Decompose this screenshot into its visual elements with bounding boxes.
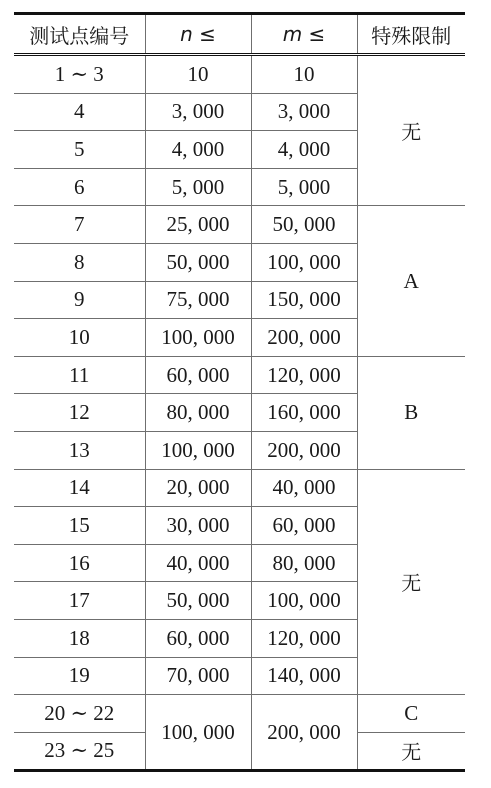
cell-test-id: 6 <box>14 168 145 206</box>
header-n-var: n <box>180 22 193 46</box>
header-n <box>145 14 251 55</box>
cell-n: 3, 000 <box>145 93 251 131</box>
cell-n: 50, 000 <box>145 582 251 620</box>
cell-m: 40, 000 <box>251 469 357 507</box>
cell-m: 5, 000 <box>251 168 357 206</box>
table-row <box>14 55 465 94</box>
cell-n: 25, 000 <box>145 206 251 244</box>
cell-test-id: 5 <box>14 131 145 169</box>
cell-test-id: 15 <box>14 507 145 545</box>
cell-test-id: 16 <box>14 544 145 582</box>
cell-test-id: 1 ∼ 3 <box>14 55 145 94</box>
cell-n: 60, 000 <box>145 356 251 394</box>
cell-m: 60, 000 <box>251 507 357 545</box>
header-m <box>251 14 357 55</box>
cell-m: 120, 000 <box>251 619 357 657</box>
cell-m: 200, 000 <box>251 431 357 469</box>
cell-test-id: 11 <box>14 356 145 394</box>
header-row <box>14 14 465 55</box>
cell-n: 60, 000 <box>145 619 251 657</box>
cell-m: 150, 000 <box>251 281 357 319</box>
header-m-var: m <box>282 22 303 46</box>
cell-n: 5, 000 <box>145 168 251 206</box>
cell-limit-group-6: 无 <box>357 732 465 771</box>
cell-m: 100, 000 <box>251 582 357 620</box>
cell-test-id: 9 <box>14 281 145 319</box>
table-row <box>14 206 465 244</box>
header-n-le: ≤ <box>199 22 216 46</box>
cell-test-id: 10 <box>14 319 145 357</box>
cell-limit-group-2: A <box>357 206 465 356</box>
cell-n: 50, 000 <box>145 243 251 281</box>
cell-n: 30, 000 <box>145 507 251 545</box>
cell-m: 4, 000 <box>251 131 357 169</box>
cell-test-id: 20 ∼ 22 <box>14 695 145 733</box>
cell-m: 140, 000 <box>251 657 357 695</box>
cell-n: 40, 000 <box>145 544 251 582</box>
cell-n: 20, 000 <box>145 469 251 507</box>
cell-limit-group-4: 无 <box>357 469 465 695</box>
cell-test-id: 17 <box>14 582 145 620</box>
cell-n: 100, 000 <box>145 319 251 357</box>
cell-test-id: 12 <box>14 394 145 432</box>
cell-n: 70, 000 <box>145 657 251 695</box>
cell-m: 10 <box>251 55 357 94</box>
cell-limit-group-1: 无 <box>357 55 465 206</box>
cell-test-id: 18 <box>14 619 145 657</box>
cell-m: 100, 000 <box>251 243 357 281</box>
header-limit: 特殊限制 <box>357 14 465 55</box>
cell-n: 80, 000 <box>145 394 251 432</box>
cell-m: 3, 000 <box>251 93 357 131</box>
cell-m-merged: 200, 000 <box>251 695 357 771</box>
cell-n: 100, 000 <box>145 431 251 469</box>
cell-test-id: 4 <box>14 93 145 131</box>
cell-m: 50, 000 <box>251 206 357 244</box>
cell-limit-group-3: B <box>357 356 465 469</box>
cell-test-id: 19 <box>14 657 145 695</box>
header-m-le: ≤ <box>308 22 326 46</box>
table-row <box>14 695 465 733</box>
cell-test-id: 14 <box>14 469 145 507</box>
constraints-table <box>14 12 465 772</box>
cell-m: 200, 000 <box>251 319 357 357</box>
cell-n: 10 <box>145 55 251 94</box>
table-row <box>14 469 465 507</box>
header-test-id: 测试点编号 <box>14 14 145 55</box>
cell-n-merged: 100, 000 <box>145 695 251 771</box>
cell-n: 4, 000 <box>145 131 251 169</box>
cell-n: 75, 000 <box>145 281 251 319</box>
cell-test-id: 7 <box>14 206 145 244</box>
cell-test-id: 23 ∼ 25 <box>14 732 145 771</box>
cell-m: 160, 000 <box>251 394 357 432</box>
cell-test-id: 8 <box>14 243 145 281</box>
cell-m: 80, 000 <box>251 544 357 582</box>
cell-limit-group-5: C <box>357 695 465 733</box>
table-row <box>14 356 465 394</box>
cell-test-id: 13 <box>14 431 145 469</box>
cell-m: 120, 000 <box>251 356 357 394</box>
